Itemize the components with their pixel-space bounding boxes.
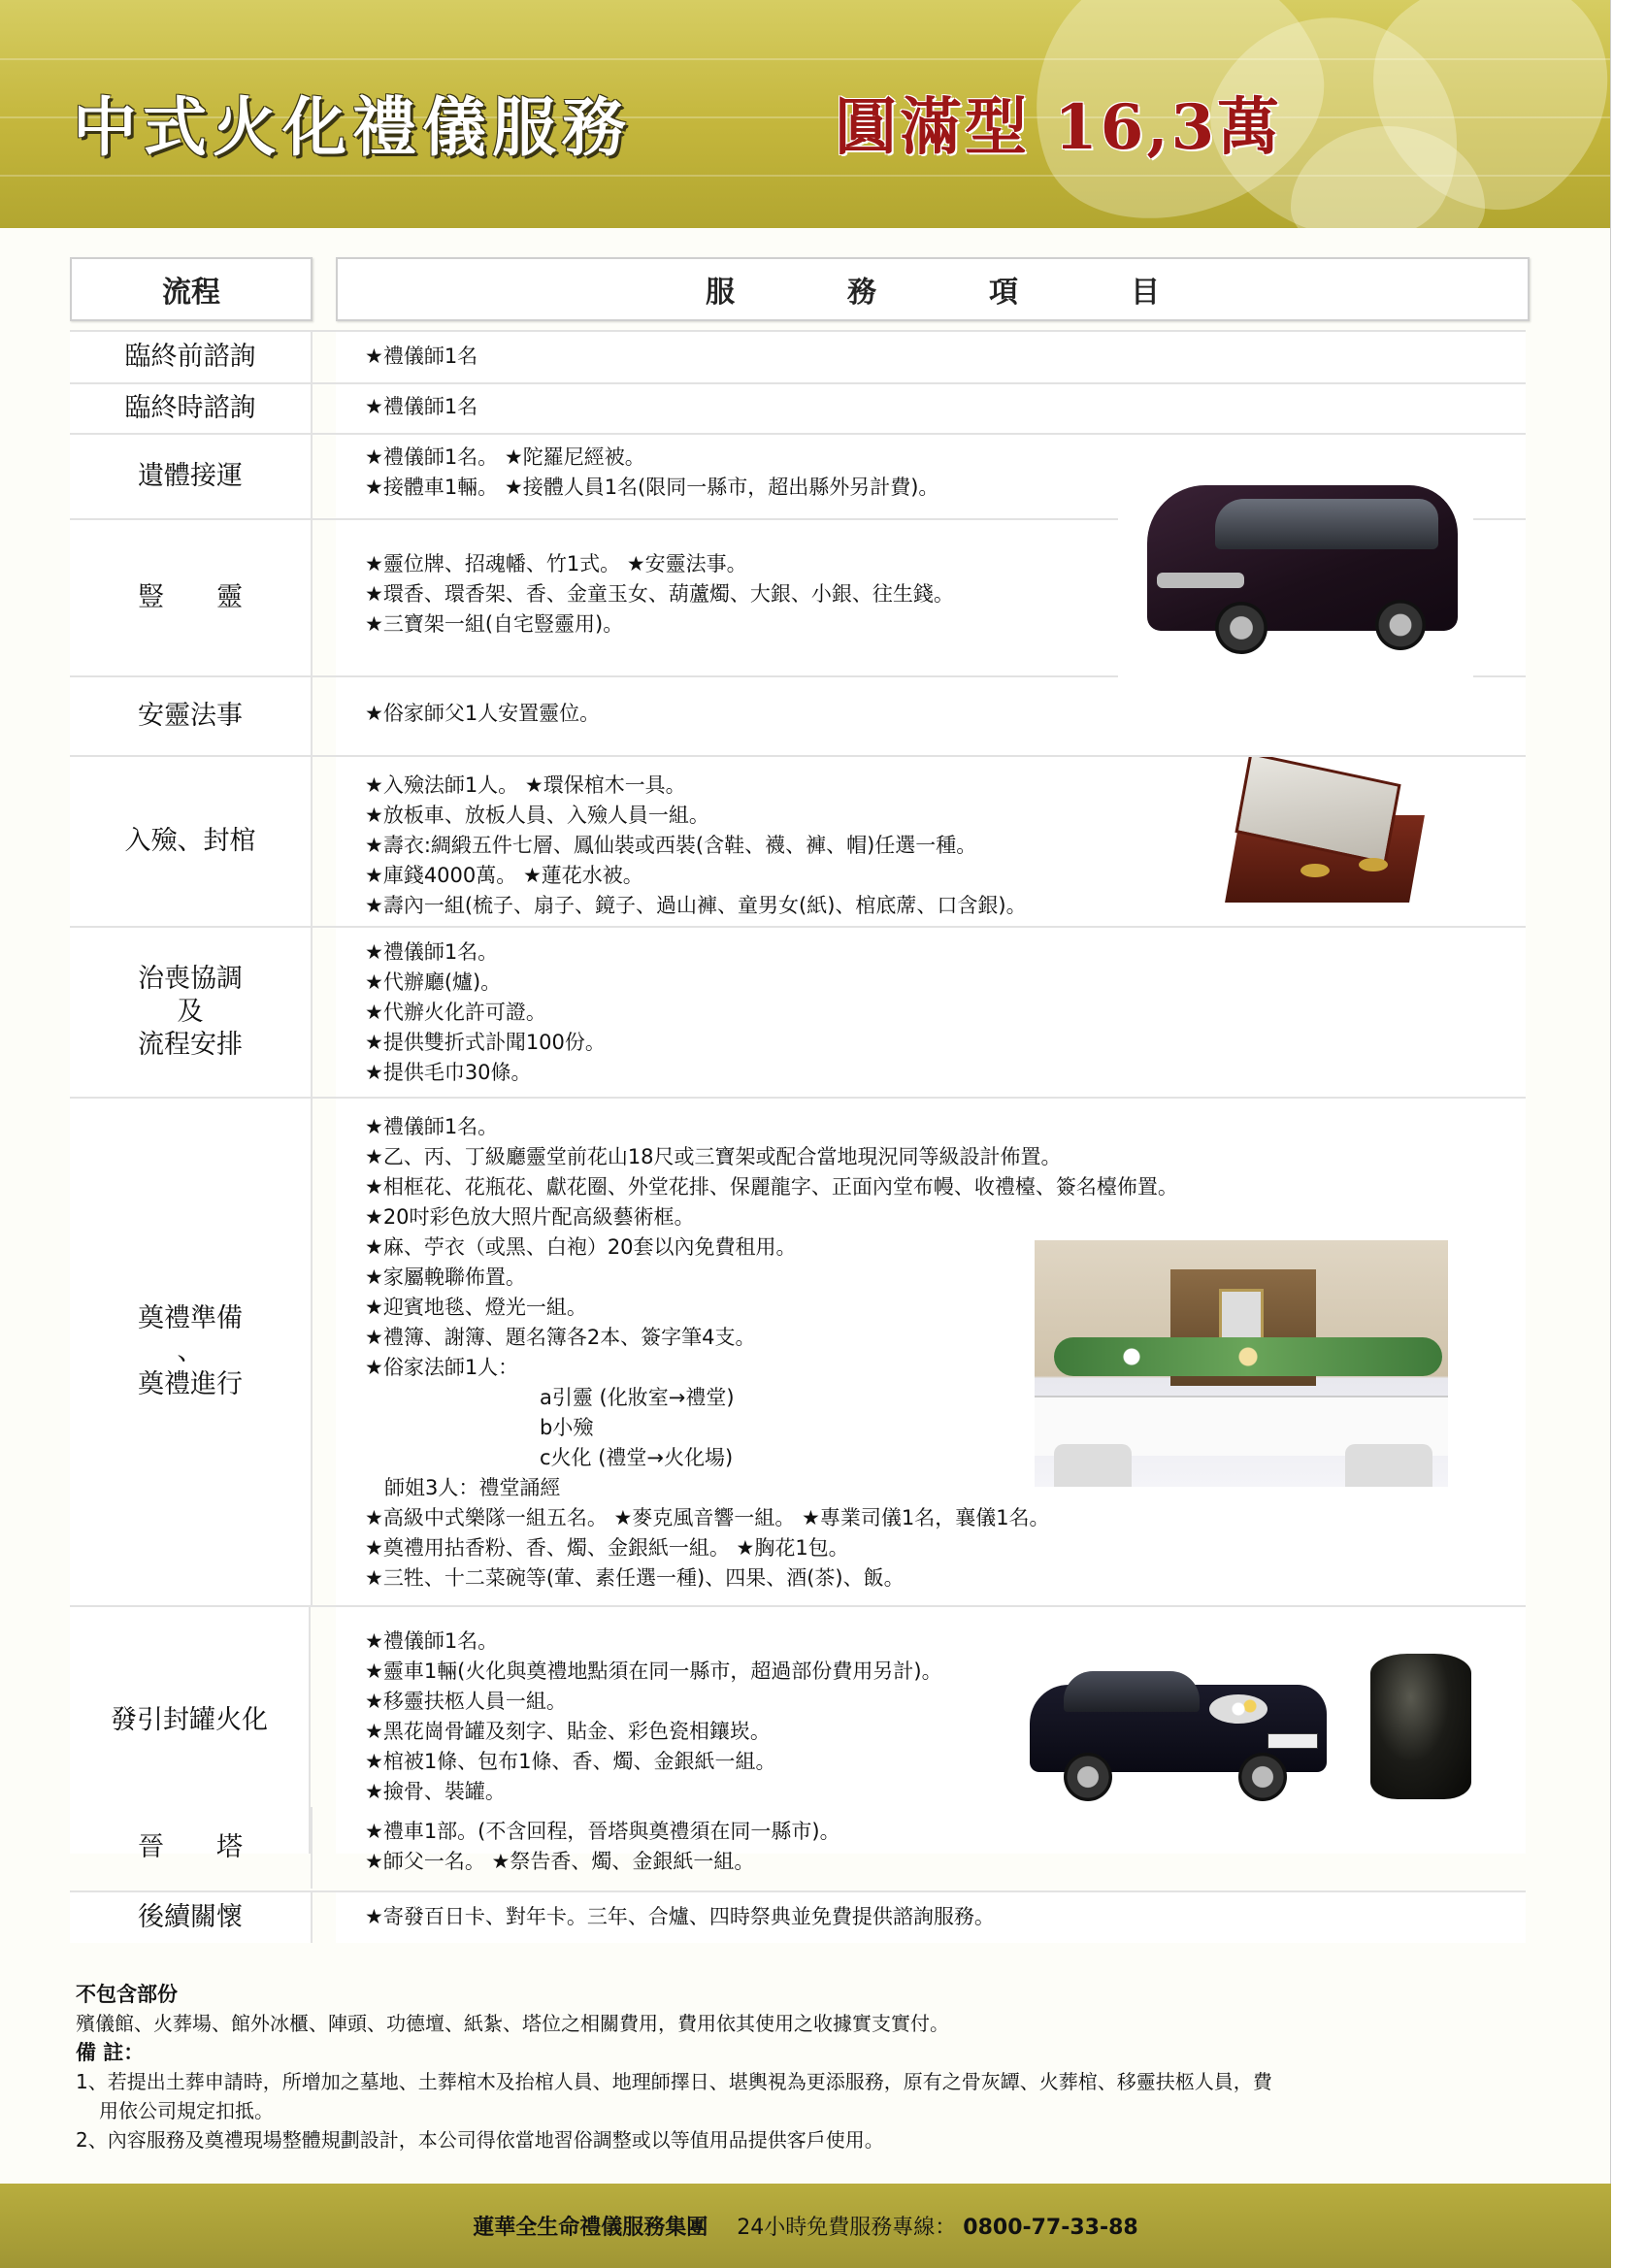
remarks-title: 備 註： [76,2041,145,2064]
service-item: ★移靈扶柩人員一組。 [365,1690,567,1713]
header-banner [0,0,1611,228]
service-item: ★迎賓地毯、燈光一組。 [365,1296,587,1319]
service-item: ★三牲、十二菜碗等(葷、素任選一種)、四果、酒(茶)、飯。 [365,1566,905,1590]
service-item: ★禮儀師1名。 [365,940,499,964]
service-item: ★棺被1條、包布1條、香、燭、金銀紙一組。 [365,1750,776,1773]
header-service [336,257,1530,321]
service-cell [336,384,1526,433]
service-sub-item: c火化 (禮堂→火化場) [540,1446,734,1469]
process-label [138,1302,243,1401]
header-process: 流程 [70,257,313,321]
process-line: 流程安排 [138,1030,243,1060]
service-item: ★三寶架一組(自宅豎靈用)。 [365,612,624,636]
service-item: ★禮儀師1名。 [365,1629,499,1653]
service-item: ★放板車、放板人員、入殮人員一組。 [365,804,709,827]
service-item: ★奠禮用拈香粉、香、燭、金銀紙一組。 ★胸花1包。 [365,1536,849,1560]
service-item: ★入殮法師1人。 ★環保棺木一具。 [365,773,686,797]
service-cell [336,1892,1526,1943]
excluded-text: 殯儀館、火葬場、館外冰櫃、陣頭、功德壇、紙紮、塔位之相關費用，費用依其使用之收據實支實付。 [76,2012,949,2035]
service-item: ★俗家法師1人： [365,1356,519,1379]
service-item: ★壽衣:綢緞五件七層、鳳仙裝或西裝(含鞋、襪、褲、帽)任選一種。 [365,834,977,857]
service-item: ★接體車1輛。 ★接體人員1名(限同一縣市，超出縣外另計費)。 [365,476,939,499]
service-item: ★提供毛巾30條。 [365,1061,532,1084]
process-cell: 發引封罐火化 [70,1607,311,1854]
process-line: 治喪協調 [138,964,243,994]
notes-section [76,1980,1272,2154]
header-service-char: 服 [706,276,735,310]
service-sub-item: a引靈 (化妝室→禮堂) [540,1386,735,1409]
remark-2: 2、內容服務及奠禮現場整體規劃設計，本公司得依當地習俗調整或以等值用品提供客戶使用。 [76,2128,884,2152]
page-edge [1610,0,1646,2268]
hotline-label: 24小時免費服務專線： [737,2216,957,2240]
remark-1-continued: 用依公司規定扣抵。 [99,2099,274,2122]
header-service-char: 目 [1131,276,1160,310]
process-cell [70,1099,313,1605]
table-row [70,1807,1526,1889]
process-cell: 臨終時諮詢 [70,384,313,433]
process-cell [70,928,313,1097]
service-cell [336,1807,1526,1889]
van-photo [1118,456,1473,677]
service-sub-item: b小殮 [540,1416,594,1439]
service-item: ★壽內一組(梳子、扇子、鏡子、過山褲、童男女(紙)、棺底蓆、口含銀)。 [365,894,1027,917]
service-cell [336,677,1526,755]
service-item: ★高級中式樂隊一組五名。 ★麥克風音響一組。 ★專業司儀1名，襄儀1名。 [365,1506,1050,1529]
service-cell [336,332,1526,382]
service-item: ★庫錢4000萬。 ★蓮花水被。 [365,864,643,887]
service-item: ★禮儀師1名。 [365,1115,499,1138]
process-cell: 遺體接運 [70,435,313,518]
service-item: ★禮儀師1名 [365,345,478,368]
table-row [70,926,1526,1097]
footer-bar [0,2184,1611,2268]
page-title: 中式火化禮儀服務 [73,89,632,165]
service-cell [336,928,1526,1097]
service-item: ★俗家師父1人安置靈位。 [365,702,601,725]
service-item: ★師父一名。 ★祭告香、燭、金銀紙一組。 [365,1850,755,1873]
service-item: ★提供雙折式訃聞100份。 [365,1031,606,1054]
service-item: ★禮簿、謝簿、題名簿各2本、簽字筆4支。 [365,1326,756,1349]
hotline-number[interactable]: 0800-77-33-88 [963,2216,1138,2240]
service-item: ★麻、苧衣（或黑、白袍）20套以內免費租用。 [365,1235,797,1259]
table-row [70,330,1526,382]
package-title: 圓滿型 16,3萬 [835,91,1283,164]
service-item: ★靈車1輛(火化與奠禮地點須在同一縣市，超過部份費用另計)。 [365,1660,942,1683]
service-item: ★代辦火化許可證。 [365,1001,546,1024]
service-item: ★乙、丙、丁級廳靈堂前花山18尺或三寶架或配合當地現況同等級設計佈置。 [365,1145,1062,1168]
header-service-char: 務 [847,276,876,310]
company-name: 蓮華全生命禮儀服務集團 [473,2216,708,2240]
process-cell: 臨終前諮詢 [70,332,313,382]
table-row [70,1890,1526,1943]
service-item: ★禮儀師1名 [365,395,478,418]
process-cell: 豎 靈 [70,520,313,675]
service-item: ★環香、環香架、香、金童玉女、葫蘆燭、大銀、小銀、往生錢。 [365,582,954,606]
process-label [138,963,243,1062]
table-row [70,675,1526,755]
service-item: ★禮儀師1名。 ★陀羅尼經被。 [365,445,645,469]
service-item: ★20吋彩色放大照片配高級藝術框。 [365,1205,695,1229]
service-item: ★禮車1部。(不含回程，晉塔與奠禮須在同一縣市)。 [365,1820,840,1843]
excluded-title: 不包含部份 [76,1983,178,2006]
coffin-photo [1223,757,1436,932]
process-line: 、 [177,1336,204,1366]
table-row [70,382,1526,433]
service-sub-item: 師姐3人：禮堂誦經 [384,1476,561,1499]
service-item: ★寄發百日卡、對年卡。三年、合爐、四時祭典並免費提供諮詢服務。 [365,1905,995,1928]
service-item: ★黑花崗骨罐及刻字、貼金、彩色瓷相鑲崁。 [365,1720,771,1743]
process-line: 奠禮進行 [138,1369,243,1399]
service-item: ★撿骨、裝罐。 [365,1780,506,1803]
service-item: ★靈位牌、招魂幡、竹1式。 ★安靈法事。 [365,552,747,575]
process-cell: 晉 塔 [70,1807,313,1889]
remark-1: 1、若提出土葬申請時，所增加之墓地、土葬棺木及抬棺人員、地理師擇日、堪輿視為更添服務，原有之骨灰罈、火葬棺、移靈扶柩人員，費 [76,2070,1272,2093]
footer-text [0,2211,1611,2241]
process-cell: 安靈法事 [70,677,313,755]
urn-photo [1366,1650,1479,1803]
service-item: ★家屬輓聯佈置。 [365,1265,526,1289]
service-item: ★代辦廳(爐)。 [365,970,502,994]
process-cell: 入殮、封棺 [70,757,313,926]
process-line: 及 [177,997,204,1027]
hearse-photo [1025,1636,1333,1811]
process-cell: 後續關懷 [70,1892,313,1943]
process-line: 奠禮準備 [138,1303,243,1333]
altar-photo [1035,1240,1448,1487]
header-service-char: 項 [989,276,1018,310]
service-item: ★相框花、花瓶花、獻花圈、外堂花排、保麗龍字、正面內堂布幔、收禮檯、簽名檯佈置。 [365,1175,1178,1199]
